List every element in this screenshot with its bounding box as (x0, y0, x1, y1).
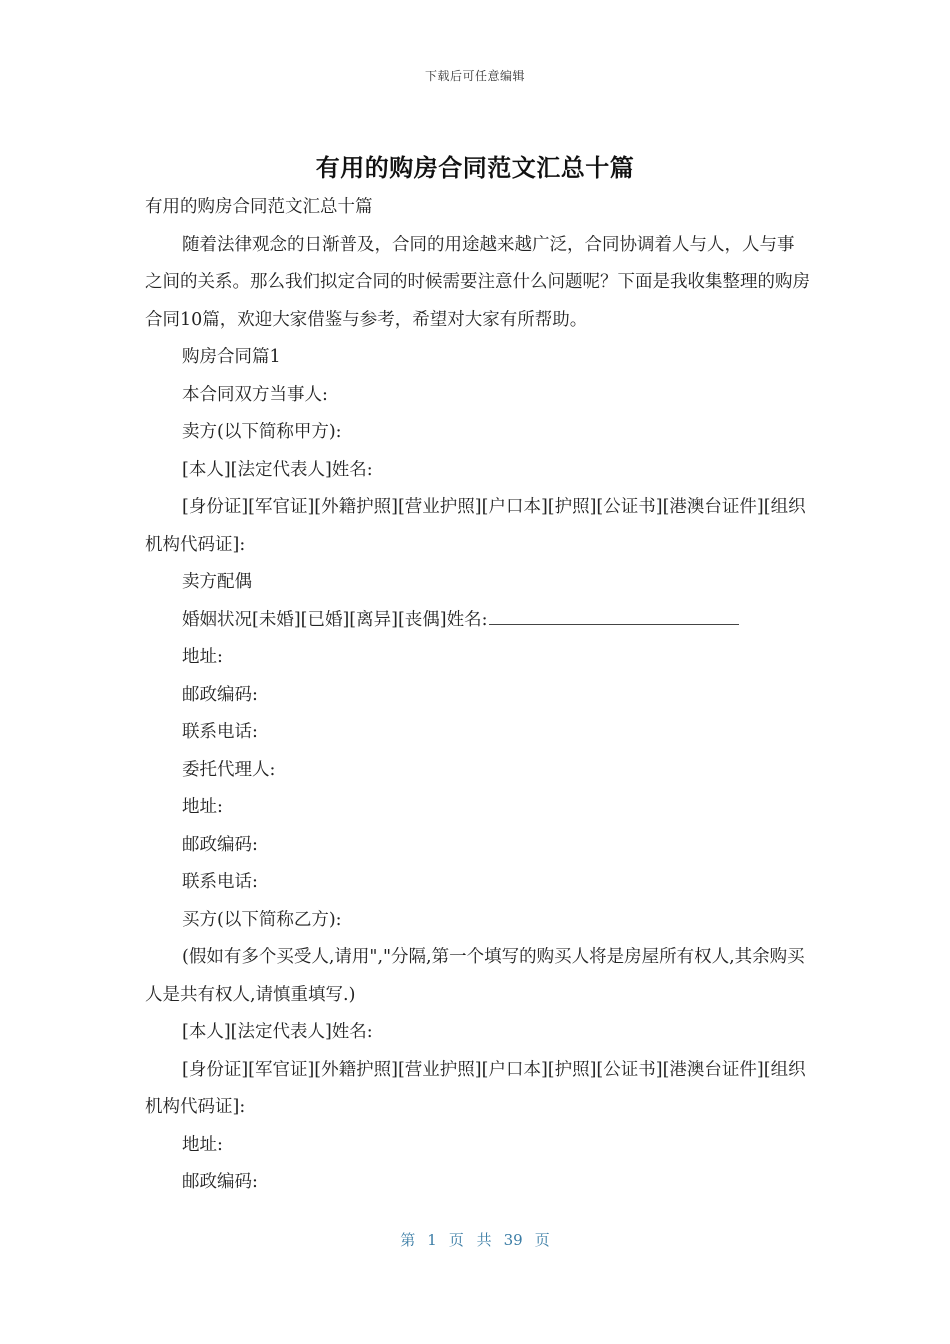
paragraph-section-heading: 购房合同篇1 (182, 347, 281, 367)
paragraph-seller-phone: 联系电话: (182, 722, 258, 742)
paragraph-intro: 随着法律观念的日渐普及，合同的用途越来越广泛，合同协调着人与人，人与事之间的关系。那么我们拟定合同的时候需要注意什么问题呢？下面是我收集整理的购房合同10篇，欢迎大家借鉴与参考，希望对大家有所帮助。 (145, 234, 810, 330)
paragraph-parties: 本合同双方当事人: (182, 384, 328, 405)
paragraph-agent-postcode: 邮政编码: (182, 834, 258, 855)
paragraph-seller-postcode: 邮政编码: (182, 684, 258, 705)
paragraph-marital-status (145, 602, 810, 640)
paragraph-agent-phone: 联系电话: (182, 872, 258, 892)
paragraph-buyer-id-types: [身份证][军官证][外籍护照][营业护照][户口本][护照][公证书][港澳台证件][组织机构代码证]: (145, 1059, 806, 1117)
paragraph-buyer-address: 地址: (182, 1134, 223, 1155)
paragraph-seller-address: 地址: (182, 647, 223, 667)
paragraph-buyer-name: [本人][法定代表人]姓名: (182, 1022, 373, 1042)
document-title: 有用的购房合同范文汇总十篇 (315, 154, 635, 182)
footer-middle: 页 共 (448, 1231, 492, 1249)
paragraph-buyer-postcode: 邮政编码: (182, 1172, 258, 1192)
header-note: 下载后可任意编辑 (424, 69, 525, 83)
paragraph-buyer: 买方(以下简称乙方): (182, 909, 342, 930)
footer-suffix: 页 (534, 1231, 550, 1249)
footer-prefix: 第 (400, 1231, 416, 1249)
paragraph-agent-address: 地址: (182, 797, 223, 817)
paragraph-buyer-note: (假如有多个买受人,请用","分隔,第一个填写的购买人将是房屋所有权人,其余购买人是共有权人,请慎重填写.) (145, 947, 805, 1005)
document-body (145, 189, 810, 1202)
paragraph-agent: 委托代理人: (182, 759, 276, 780)
footer-current-page: 1 (427, 1231, 437, 1249)
paragraph-seller: 卖方(以下简称甲方): (182, 422, 342, 442)
paragraph-seller-name: [本人][法定代表人]姓名: (182, 459, 373, 480)
page-footer (0, 1229, 950, 1250)
paragraph-seller-id-types: [身份证][军官证][外籍护照][营业护照][户口本][护照][公证书][港澳台证件][组织机构代码证]: (145, 497, 806, 555)
paragraph-subtitle: 有用的购房合同范文汇总十篇 (145, 197, 373, 217)
footer-total-pages: 39 (503, 1231, 523, 1249)
paragraph-seller-spouse: 卖方配偶 (182, 572, 252, 592)
marital-status-label: 婚姻状况[未婚][已婚][离异][丧偶]姓名: (182, 609, 488, 630)
blank-fill-line (489, 604, 739, 625)
